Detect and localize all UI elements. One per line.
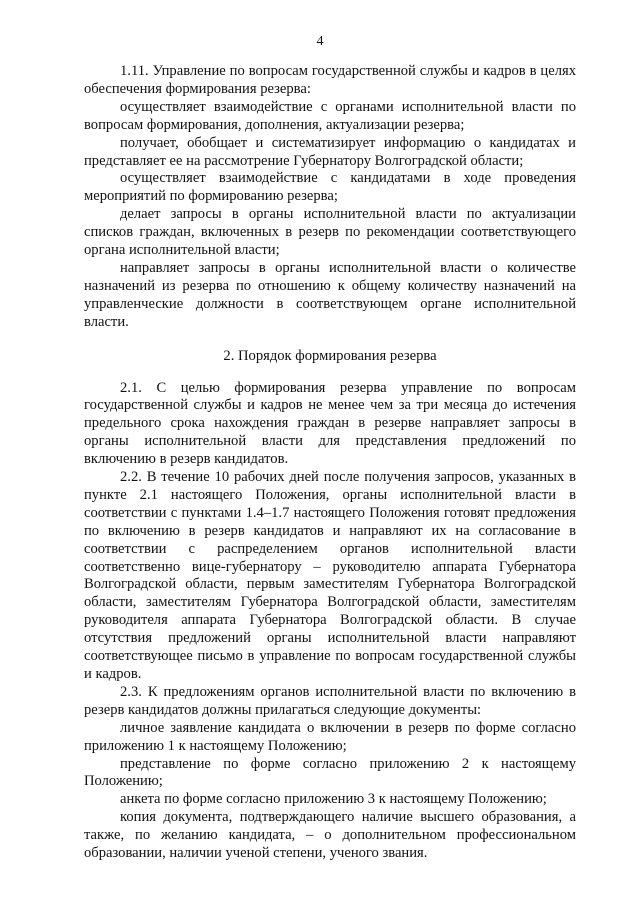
section-heading: 2. Порядок формирования резерва — [223, 347, 437, 364]
section-procedure — [84, 380, 576, 863]
paragraph-interaction: осуществляет взаимодействие с органами исполнительной власти по вопросам формирования, дополнения, актуализации резерва; — [84, 98, 576, 133]
paragraph-requests: делает запросы в органы исполнительной власти по актуализации списков граждан, включенных в резерв по рекомендации соответствующего органа исполнительной власти; — [84, 206, 576, 259]
paragraph-information: получает, обобщает и систематизирует информацию о кандидатах и представляет ее на рассмотрение Губернатору Волгоградской области; — [84, 134, 576, 169]
paragraph-2-2: 2.2. В течение 10 рабочих дней после получения запросов, указанных в пункте 2.1 настоящего Положения, органы исполнительной власти в соответствии с пунктами 1.4–1.7 настоящего Положения готовят предложения по включению в резерв кандидатов и направляют их на согласование в соответствии с распределением органов исполнительной власти соответственно вице-губернатору – руководителю аппарата Губернатора Волгоградской области, первым заместителям Губернатора Волгоградской области, заместителям Губернатора Волгоградской области, заместителям руководителя аппарата Губернатора Волгоградской области. В случае отсутствия предложений органы исполнительной власти направляют соответствующее письмо в управление по вопросам государственной службы и кадров. — [84, 469, 576, 682]
page-number: 4 — [316, 34, 324, 49]
paragraph-2-1: 2.1. С целью формирования резерва управление по вопросам государственной службы и кадров не менее чем за три месяца до истечения предельного срока нахождения граждан в резерве направляет запросы в органы исполнительной власти для представления предложений по включению в резерв кандидатов. — [84, 379, 576, 468]
paragraph-questionnaire: анкета по форме согласно приложению 3 к настоящему Положению; — [120, 791, 547, 808]
section-responsibilities — [84, 63, 576, 332]
paragraph-appointments: направляет запросы в органы исполнительной власти о количестве назначений из резерва по отношению к общему количеству назначений на управленческие должности в соответствующем органе исполнительной власти. — [84, 259, 576, 330]
paragraph-application: личное заявление кандидата о включении в резерв по форме согласно приложению 1 к настоящему Положению; — [84, 719, 576, 754]
document-body — [84, 63, 576, 863]
paragraph-2-3: 2.3. К предложениям органов исполнительной власти по включению в резерв кандидатов должны прилагаться следующие документы: — [84, 683, 576, 718]
paragraph-candidates: осуществляет взаимодействие с кандидатами в ходе проведения мероприятий по формированию резерва; — [84, 170, 576, 205]
paragraph-education: копия документа, подтверждающего наличие высшего образования, а также, по желанию кандидата, – о дополнительном профессиональном образовании, наличии ученой степени, ученого звания. — [84, 809, 576, 862]
paragraph-1-11: 1.11. Управление по вопросам государственной службы и кадров в целях обеспечения формирования резерва: — [84, 63, 576, 97]
paragraph-submission: представление по форме согласно приложению 2 к настоящему Положению; — [84, 755, 576, 790]
